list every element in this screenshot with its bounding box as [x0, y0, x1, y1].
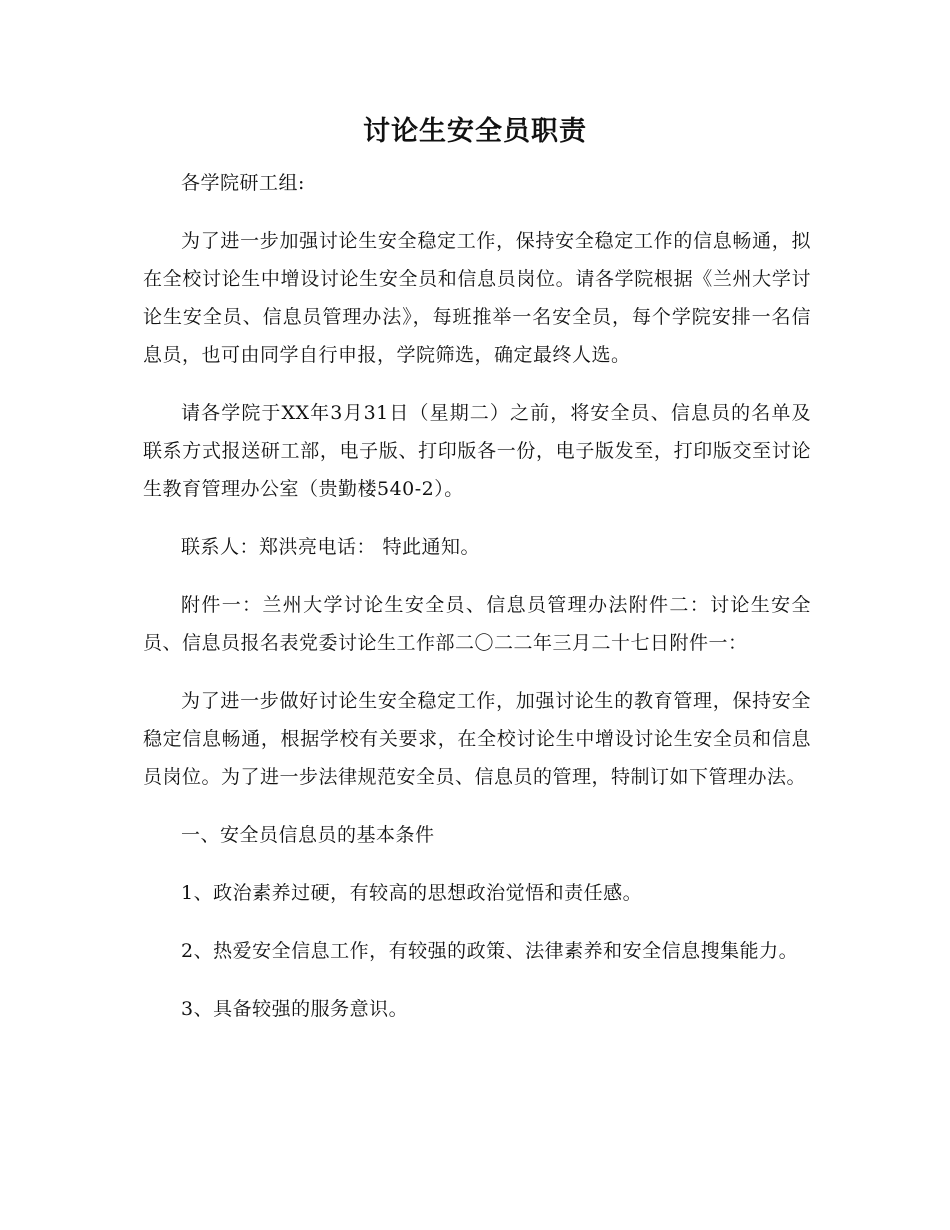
document-title: 讨论生安全员职责: [363, 116, 587, 147]
salutation: 各学院研工组:: [181, 172, 305, 194]
list-item: 1、政治素养过硬，有较高的思想政治觉悟和责任感。: [181, 882, 643, 904]
paragraph-purpose: 为了进一步加强讨论生安全稳定工作，保持安全稳定工作的信息畅通，拟在全校讨论生中增设讨论生安全员和信息员岗位。请各学院根据《兰州大学讨论生安全员、信息员管理办法》，每班推举一名安全员，每个学院安排一名信息员，也可由同学自行申报，学院筛选，确定最终人选。: [143, 230, 811, 366]
section-heading: 一、安全员信息员的基本条件: [181, 824, 435, 846]
list-item: 3、具备较强的服务意识。: [181, 998, 409, 1020]
paragraph-contact: 联系人：郑洪亮电话： 特此通知。: [181, 536, 481, 558]
paragraph-deadline: 请各学院于XX年3月31日（星期二）之前，将安全员、信息员的名单及联系方式报送研工部，电子版、打印版各一份，电子版发至，打印版交至讨论生教育管理办公室（贵勤楼540-2）。: [143, 402, 811, 500]
paragraph-intro: 为了进一步做好讨论生安全稳定工作，加强讨论生的教育管理，保持安全稳定信息畅通，根据学校有关要求，在全校讨论生中增设讨论生安全员和信息员岗位。为了进一步法律规范安全员、信息员的管理，特制订如下管理办法。: [143, 690, 811, 788]
paragraph-attachments: 附件一：兰州大学讨论生安全员、信息员管理办法附件二：讨论生安全员、信息员报名表党委讨论生工作部二〇二二年三月二十七日附件一：: [143, 594, 811, 654]
document-body: [143, 164, 811, 1048]
list-item: 2、热爱安全信息工作，有较强的政策、法律素养和安全信息搜集能力。: [181, 940, 799, 962]
